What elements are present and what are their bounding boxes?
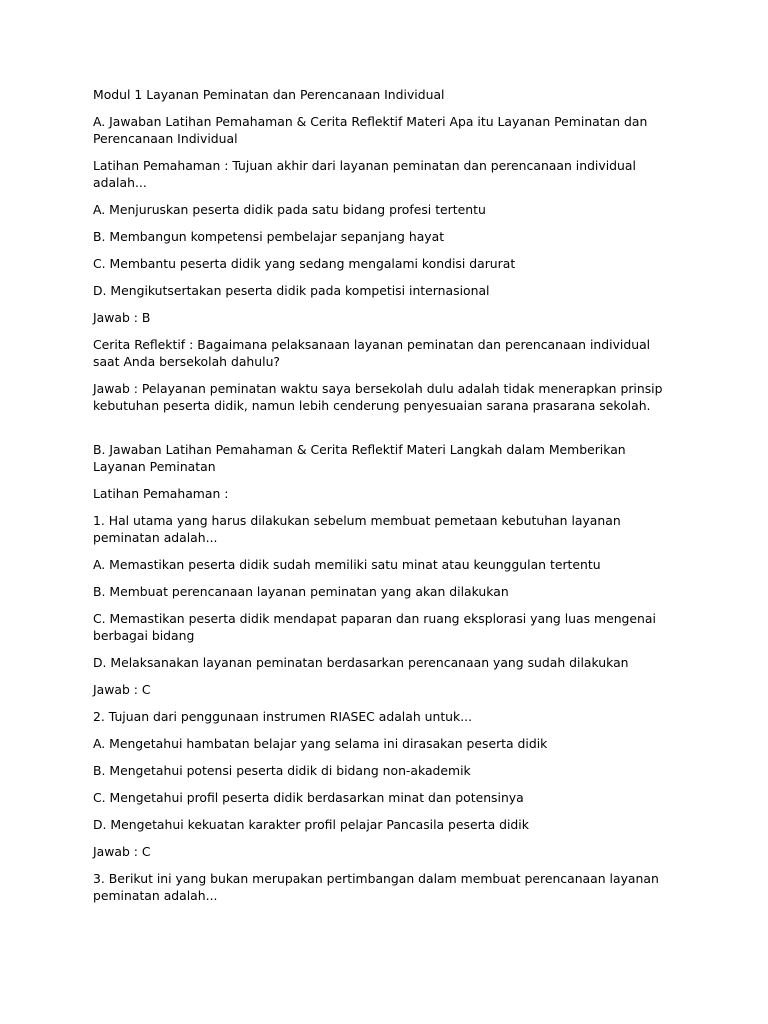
section-a-reflection-question: Cerita Reflektif : Bagaimana pelaksanaan layanan peminatan dan perencanaan individual saat Anda bersekolah dahulu? <box>93 337 651 369</box>
question-2-option-b: B. Mengetahui potensi peserta didik di bidang non-akademik <box>93 763 471 778</box>
question-2-option-d: D. Mengetahui kekuatan karakter profil pelajar Pancasila peserta didik <box>93 817 529 832</box>
section-a-option-b: B. Membangun kompetensi pembelajar sepanjang hayat <box>93 229 445 244</box>
question-1-option-c: C. Memastikan peserta didik mendapat paparan dan ruang eksplorasi yang luas mengenai berbagai bidang <box>93 611 656 643</box>
section-a-option-a: A. Menjuruskan peserta didik pada satu bidang profesi tertentu <box>93 202 486 217</box>
section-a-option-d: D. Mengikutsertakan peserta didik pada kompetisi internasional <box>93 283 490 298</box>
question-2-answer: Jawab : C <box>93 844 151 859</box>
section-b-heading: B. Jawaban Latihan Pemahaman & Cerita Reflektif Materi Langkah dalam Memberikan Layanan Peminatan <box>93 442 626 474</box>
section-a-answer: Jawab : B <box>93 310 151 325</box>
question-3: 3. Berikut ini yang bukan merupakan pertimbangan dalam membuat perencanaan layanan peminatan adalah... <box>93 871 659 903</box>
question-1-option-d: D. Melaksanakan layanan peminatan berdasarkan perencanaan yang sudah dilakukan <box>93 655 629 670</box>
section-a-option-c: C. Membantu peserta didik yang sedang mengalami kondisi darurat <box>93 256 516 271</box>
document-title: Modul 1 Layanan Peminatan dan Perencanaan Individual <box>93 87 445 102</box>
question-1-option-b: B. Membuat perencanaan layanan peminatan yang akan dilakukan <box>93 584 509 599</box>
question-2-option-c: C. Mengetahui profil peserta didik berdasarkan minat dan potensinya <box>93 790 524 805</box>
section-a-reflection-answer: Jawab : Pelayanan peminatan waktu saya bersekolah dulu adalah tidak menerapkan prinsip kebutuhan peserta didik, namun lebih cenderung penyesuaian sarana prasarana sekolah. <box>93 381 663 413</box>
section-a-heading: A. Jawaban Latihan Pemahaman & Cerita Reflektif Materi Apa itu Layanan Peminatan dan Perencanaan Individual <box>93 114 648 146</box>
section-a-question: Latihan Pemahaman : Tujuan akhir dari layanan peminatan dan perencanaan individual adalah... <box>93 158 636 190</box>
question-1-option-a: A. Memastikan peserta didik sudah memiliki satu minat atau keunggulan tertentu <box>93 557 601 572</box>
section-spacer <box>93 424 668 441</box>
question-2: 2. Tujuan dari penggunaan instrumen RIASEC adalah untuk... <box>93 709 473 724</box>
question-1-answer: Jawab : C <box>93 682 151 697</box>
question-2-option-a: A. Mengetahui hambatan belajar yang selama ini dirasakan peserta didik <box>93 736 548 751</box>
section-b-subheading: Latihan Pemahaman : <box>93 486 229 501</box>
question-1: 1. Hal utama yang harus dilakukan sebelum membuat pemetaan kebutuhan layanan peminatan adalah... <box>93 513 621 545</box>
